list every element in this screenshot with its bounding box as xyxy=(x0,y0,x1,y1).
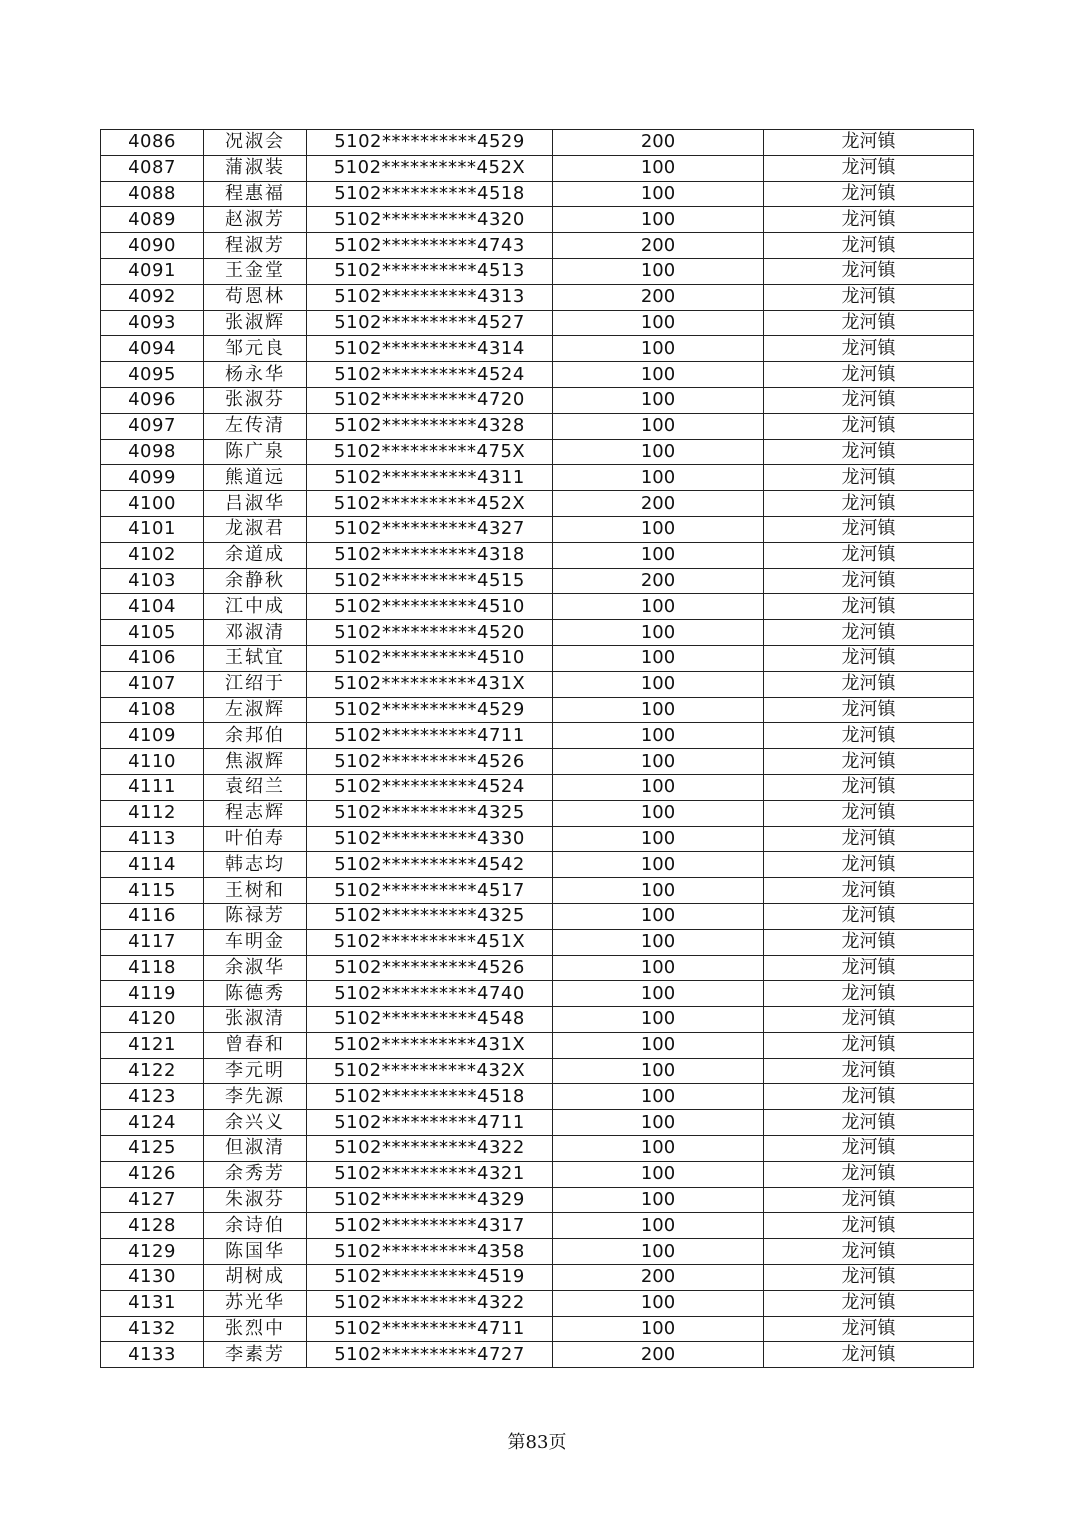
row-number-cell: 4129 xyxy=(101,1239,204,1265)
table-row xyxy=(101,1084,974,1110)
row-number-cell: 4128 xyxy=(101,1213,204,1239)
name-cell: 程淑芳 xyxy=(204,233,307,259)
town-cell: 龙河镇 xyxy=(764,1213,974,1239)
table-row xyxy=(101,439,974,465)
table-row xyxy=(101,1110,974,1136)
table-row xyxy=(101,207,974,233)
id-number-cell: 5102**********4325 xyxy=(307,903,553,929)
town-cell: 龙河镇 xyxy=(764,852,974,878)
id-number-cell: 5102**********431X xyxy=(307,671,553,697)
amount-cell: 100 xyxy=(553,1239,764,1265)
table-row xyxy=(101,336,974,362)
id-number-cell: 5102**********4526 xyxy=(307,749,553,775)
amount-cell: 100 xyxy=(553,826,764,852)
table-row xyxy=(101,233,974,259)
amount-cell: 100 xyxy=(553,1110,764,1136)
name-cell: 胡树成 xyxy=(204,1265,307,1291)
row-number-cell: 4089 xyxy=(101,207,204,233)
town-cell: 龙河镇 xyxy=(764,465,974,491)
amount-cell: 100 xyxy=(553,1161,764,1187)
town-cell: 龙河镇 xyxy=(764,1110,974,1136)
amount-cell: 200 xyxy=(553,1342,764,1368)
town-cell: 龙河镇 xyxy=(764,1316,974,1342)
id-number-cell: 5102**********4318 xyxy=(307,542,553,568)
id-number-cell: 5102**********4314 xyxy=(307,336,553,362)
id-number-cell: 5102**********4330 xyxy=(307,826,553,852)
id-number-cell: 5102**********4515 xyxy=(307,568,553,594)
table-row xyxy=(101,903,974,929)
amount-cell: 100 xyxy=(553,981,764,1007)
town-cell: 龙河镇 xyxy=(764,1058,974,1084)
row-number-cell: 4099 xyxy=(101,465,204,491)
row-number-cell: 4093 xyxy=(101,310,204,336)
row-number-cell: 4121 xyxy=(101,1032,204,1058)
amount-cell: 100 xyxy=(553,852,764,878)
town-cell: 龙河镇 xyxy=(764,955,974,981)
row-number-cell: 4086 xyxy=(101,130,204,156)
name-cell: 陈广泉 xyxy=(204,439,307,465)
amount-cell: 100 xyxy=(553,903,764,929)
amount-cell: 100 xyxy=(553,207,764,233)
name-cell: 余邦伯 xyxy=(204,723,307,749)
name-cell: 张淑辉 xyxy=(204,310,307,336)
row-number-cell: 4112 xyxy=(101,800,204,826)
table-row xyxy=(101,826,974,852)
name-cell: 况淑会 xyxy=(204,130,307,156)
amount-cell: 100 xyxy=(553,258,764,284)
id-number-cell: 5102**********4322 xyxy=(307,1290,553,1316)
name-cell: 余秀芳 xyxy=(204,1161,307,1187)
id-number-cell: 5102**********4527 xyxy=(307,310,553,336)
town-cell: 龙河镇 xyxy=(764,671,974,697)
name-cell: 程志辉 xyxy=(204,800,307,826)
id-number-cell: 5102**********4727 xyxy=(307,1342,553,1368)
town-cell: 龙河镇 xyxy=(764,1265,974,1291)
name-cell: 袁绍兰 xyxy=(204,774,307,800)
id-number-cell: 5102**********4520 xyxy=(307,620,553,646)
row-number-cell: 4090 xyxy=(101,233,204,259)
id-number-cell: 5102**********451X xyxy=(307,929,553,955)
amount-cell: 100 xyxy=(553,697,764,723)
table-row xyxy=(101,1032,974,1058)
table-row xyxy=(101,1342,974,1368)
table-row xyxy=(101,878,974,904)
name-cell: 朱淑芬 xyxy=(204,1187,307,1213)
row-number-cell: 4123 xyxy=(101,1084,204,1110)
table-row xyxy=(101,362,974,388)
amount-cell: 100 xyxy=(553,336,764,362)
name-cell: 王树和 xyxy=(204,878,307,904)
table-row xyxy=(101,852,974,878)
town-cell: 龙河镇 xyxy=(764,284,974,310)
town-cell: 龙河镇 xyxy=(764,207,974,233)
table-row xyxy=(101,620,974,646)
row-number-cell: 4087 xyxy=(101,155,204,181)
id-number-cell: 5102**********4743 xyxy=(307,233,553,259)
name-cell: 江中成 xyxy=(204,594,307,620)
amount-cell: 100 xyxy=(553,155,764,181)
row-number-cell: 4115 xyxy=(101,878,204,904)
name-cell: 王轼宜 xyxy=(204,645,307,671)
row-number-cell: 4126 xyxy=(101,1161,204,1187)
amount-cell: 200 xyxy=(553,233,764,259)
table-row xyxy=(101,955,974,981)
table-row xyxy=(101,568,974,594)
town-cell: 龙河镇 xyxy=(764,723,974,749)
id-number-cell: 5102**********4519 xyxy=(307,1265,553,1291)
name-cell: 程惠福 xyxy=(204,181,307,207)
amount-cell: 100 xyxy=(553,413,764,439)
id-number-cell: 5102**********4311 xyxy=(307,465,553,491)
town-cell: 龙河镇 xyxy=(764,1007,974,1033)
table-row xyxy=(101,1136,974,1162)
row-number-cell: 4098 xyxy=(101,439,204,465)
town-cell: 龙河镇 xyxy=(764,258,974,284)
row-number-cell: 4127 xyxy=(101,1187,204,1213)
row-number-cell: 4120 xyxy=(101,1007,204,1033)
town-cell: 龙河镇 xyxy=(764,130,974,156)
amount-cell: 100 xyxy=(553,1316,764,1342)
row-number-cell: 4107 xyxy=(101,671,204,697)
row-number-cell: 4131 xyxy=(101,1290,204,1316)
row-number-cell: 4101 xyxy=(101,516,204,542)
table-row xyxy=(101,697,974,723)
name-cell: 邓淑清 xyxy=(204,620,307,646)
town-cell: 龙河镇 xyxy=(764,878,974,904)
name-cell: 李先源 xyxy=(204,1084,307,1110)
row-number-cell: 4132 xyxy=(101,1316,204,1342)
roster-table xyxy=(100,129,974,1368)
amount-cell: 100 xyxy=(553,1290,764,1316)
amount-cell: 100 xyxy=(553,1032,764,1058)
table-row xyxy=(101,749,974,775)
amount-cell: 100 xyxy=(553,181,764,207)
id-number-cell: 5102**********4740 xyxy=(307,981,553,1007)
name-cell: 蒲淑装 xyxy=(204,155,307,181)
row-number-cell: 4114 xyxy=(101,852,204,878)
amount-cell: 100 xyxy=(553,594,764,620)
table-row xyxy=(101,258,974,284)
table-row xyxy=(101,465,974,491)
row-number-cell: 4109 xyxy=(101,723,204,749)
table-row xyxy=(101,1316,974,1342)
row-number-cell: 4118 xyxy=(101,955,204,981)
row-number-cell: 4097 xyxy=(101,413,204,439)
row-number-cell: 4094 xyxy=(101,336,204,362)
name-cell: 赵淑芳 xyxy=(204,207,307,233)
id-number-cell: 5102**********432X xyxy=(307,1058,553,1084)
table-row xyxy=(101,645,974,671)
town-cell: 龙河镇 xyxy=(764,1161,974,1187)
town-cell: 龙河镇 xyxy=(764,903,974,929)
id-number-cell: 5102**********452X xyxy=(307,155,553,181)
town-cell: 龙河镇 xyxy=(764,1239,974,1265)
name-cell: 余静秋 xyxy=(204,568,307,594)
id-number-cell: 5102**********4529 xyxy=(307,130,553,156)
amount-cell: 100 xyxy=(553,439,764,465)
name-cell: 韩志均 xyxy=(204,852,307,878)
name-cell: 余淑华 xyxy=(204,955,307,981)
row-number-cell: 4125 xyxy=(101,1136,204,1162)
row-number-cell: 4104 xyxy=(101,594,204,620)
table-row xyxy=(101,1213,974,1239)
name-cell: 杨永华 xyxy=(204,362,307,388)
row-number-cell: 4110 xyxy=(101,749,204,775)
name-cell: 苏光华 xyxy=(204,1290,307,1316)
town-cell: 龙河镇 xyxy=(764,774,974,800)
town-cell: 龙河镇 xyxy=(764,1136,974,1162)
town-cell: 龙河镇 xyxy=(764,1032,974,1058)
row-number-cell: 4119 xyxy=(101,981,204,1007)
name-cell: 余兴义 xyxy=(204,1110,307,1136)
table-row xyxy=(101,1187,974,1213)
name-cell: 邹元良 xyxy=(204,336,307,362)
town-cell: 龙河镇 xyxy=(764,542,974,568)
id-number-cell: 5102**********4325 xyxy=(307,800,553,826)
id-number-cell: 5102**********4517 xyxy=(307,878,553,904)
id-number-cell: 5102**********4510 xyxy=(307,645,553,671)
table-row xyxy=(101,1058,974,1084)
name-cell: 王金堂 xyxy=(204,258,307,284)
table-row xyxy=(101,130,974,156)
town-cell: 龙河镇 xyxy=(764,413,974,439)
name-cell: 车明金 xyxy=(204,929,307,955)
table-row xyxy=(101,929,974,955)
amount-cell: 200 xyxy=(553,568,764,594)
town-cell: 龙河镇 xyxy=(764,594,974,620)
amount-cell: 200 xyxy=(553,491,764,517)
row-number-cell: 4092 xyxy=(101,284,204,310)
amount-cell: 100 xyxy=(553,723,764,749)
row-number-cell: 4088 xyxy=(101,181,204,207)
row-number-cell: 4116 xyxy=(101,903,204,929)
row-number-cell: 4113 xyxy=(101,826,204,852)
town-cell: 龙河镇 xyxy=(764,1342,974,1368)
amount-cell: 100 xyxy=(553,1058,764,1084)
id-number-cell: 5102**********4524 xyxy=(307,362,553,388)
name-cell: 熊道远 xyxy=(204,465,307,491)
amount-cell: 100 xyxy=(553,310,764,336)
town-cell: 龙河镇 xyxy=(764,620,974,646)
table-row xyxy=(101,181,974,207)
amount-cell: 100 xyxy=(553,800,764,826)
row-number-cell: 4105 xyxy=(101,620,204,646)
town-cell: 龙河镇 xyxy=(764,645,974,671)
amount-cell: 100 xyxy=(553,645,764,671)
name-cell: 龙淑君 xyxy=(204,516,307,542)
id-number-cell: 5102**********4313 xyxy=(307,284,553,310)
table-row xyxy=(101,542,974,568)
name-cell: 叶伯寿 xyxy=(204,826,307,852)
town-cell: 龙河镇 xyxy=(764,981,974,1007)
name-cell: 陈国华 xyxy=(204,1239,307,1265)
page-number-footer: 第83页 xyxy=(507,1432,567,1453)
town-cell: 龙河镇 xyxy=(764,181,974,207)
table-row xyxy=(101,981,974,1007)
amount-cell: 100 xyxy=(553,542,764,568)
id-number-cell: 5102**********4548 xyxy=(307,1007,553,1033)
row-number-cell: 4106 xyxy=(101,645,204,671)
id-number-cell: 5102**********475X xyxy=(307,439,553,465)
amount-cell: 100 xyxy=(553,749,764,775)
amount-cell: 100 xyxy=(553,516,764,542)
id-number-cell: 5102**********4518 xyxy=(307,181,553,207)
amount-cell: 100 xyxy=(553,1007,764,1033)
name-cell: 苟恩林 xyxy=(204,284,307,310)
amount-cell: 100 xyxy=(553,465,764,491)
town-cell: 龙河镇 xyxy=(764,800,974,826)
amount-cell: 200 xyxy=(553,130,764,156)
table-row xyxy=(101,723,974,749)
table-row xyxy=(101,1007,974,1033)
name-cell: 李素芳 xyxy=(204,1342,307,1368)
town-cell: 龙河镇 xyxy=(764,387,974,413)
id-number-cell: 5102**********4720 xyxy=(307,387,553,413)
table-row xyxy=(101,1239,974,1265)
id-number-cell: 5102**********4711 xyxy=(307,723,553,749)
town-cell: 龙河镇 xyxy=(764,697,974,723)
name-cell: 左传清 xyxy=(204,413,307,439)
town-cell: 龙河镇 xyxy=(764,1290,974,1316)
amount-cell: 100 xyxy=(553,774,764,800)
name-cell: 李元明 xyxy=(204,1058,307,1084)
name-cell: 张淑芬 xyxy=(204,387,307,413)
town-cell: 龙河镇 xyxy=(764,1187,974,1213)
amount-cell: 200 xyxy=(553,1265,764,1291)
name-cell: 陈禄芳 xyxy=(204,903,307,929)
amount-cell: 100 xyxy=(553,620,764,646)
table-row xyxy=(101,387,974,413)
row-number-cell: 4111 xyxy=(101,774,204,800)
town-cell: 龙河镇 xyxy=(764,155,974,181)
town-cell: 龙河镇 xyxy=(764,826,974,852)
name-cell: 但淑清 xyxy=(204,1136,307,1162)
id-number-cell: 5102**********4322 xyxy=(307,1136,553,1162)
name-cell: 吕淑华 xyxy=(204,491,307,517)
town-cell: 龙河镇 xyxy=(764,362,974,388)
id-number-cell: 5102**********4328 xyxy=(307,413,553,439)
name-cell: 余道成 xyxy=(204,542,307,568)
table-row xyxy=(101,800,974,826)
roster-table-body xyxy=(101,130,974,1368)
table-row xyxy=(101,491,974,517)
id-number-cell: 5102**********4524 xyxy=(307,774,553,800)
amount-cell: 100 xyxy=(553,362,764,388)
id-number-cell: 5102**********4529 xyxy=(307,697,553,723)
id-number-cell: 5102**********4513 xyxy=(307,258,553,284)
table-row xyxy=(101,671,974,697)
id-number-cell: 5102**********4526 xyxy=(307,955,553,981)
id-number-cell: 5102**********4542 xyxy=(307,852,553,878)
row-number-cell: 4096 xyxy=(101,387,204,413)
id-number-cell: 5102**********4711 xyxy=(307,1316,553,1342)
amount-cell: 200 xyxy=(553,284,764,310)
id-number-cell: 5102**********4320 xyxy=(307,207,553,233)
name-cell: 余诗伯 xyxy=(204,1213,307,1239)
town-cell: 龙河镇 xyxy=(764,929,974,955)
name-cell: 张烈中 xyxy=(204,1316,307,1342)
town-cell: 龙河镇 xyxy=(764,439,974,465)
row-number-cell: 4091 xyxy=(101,258,204,284)
amount-cell: 100 xyxy=(553,1213,764,1239)
town-cell: 龙河镇 xyxy=(764,1084,974,1110)
town-cell: 龙河镇 xyxy=(764,491,974,517)
id-number-cell: 5102**********452X xyxy=(307,491,553,517)
id-number-cell: 5102**********4329 xyxy=(307,1187,553,1213)
amount-cell: 100 xyxy=(553,929,764,955)
row-number-cell: 4100 xyxy=(101,491,204,517)
table-row xyxy=(101,516,974,542)
id-number-cell: 5102**********4358 xyxy=(307,1239,553,1265)
table-row xyxy=(101,1290,974,1316)
amount-cell: 100 xyxy=(553,671,764,697)
name-cell: 陈德秀 xyxy=(204,981,307,1007)
name-cell: 曾春和 xyxy=(204,1032,307,1058)
name-cell: 张淑清 xyxy=(204,1007,307,1033)
id-number-cell: 5102**********431X xyxy=(307,1032,553,1058)
amount-cell: 100 xyxy=(553,878,764,904)
name-cell: 左淑辉 xyxy=(204,697,307,723)
row-number-cell: 4124 xyxy=(101,1110,204,1136)
amount-cell: 100 xyxy=(553,387,764,413)
table-row xyxy=(101,413,974,439)
id-number-cell: 5102**********4510 xyxy=(307,594,553,620)
row-number-cell: 4130 xyxy=(101,1265,204,1291)
row-number-cell: 4108 xyxy=(101,697,204,723)
table-row xyxy=(101,155,974,181)
name-cell: 焦淑辉 xyxy=(204,749,307,775)
town-cell: 龙河镇 xyxy=(764,516,974,542)
amount-cell: 100 xyxy=(553,1187,764,1213)
id-number-cell: 5102**********4518 xyxy=(307,1084,553,1110)
town-cell: 龙河镇 xyxy=(764,310,974,336)
table-row xyxy=(101,310,974,336)
table-row xyxy=(101,284,974,310)
id-number-cell: 5102**********4711 xyxy=(307,1110,553,1136)
amount-cell: 100 xyxy=(553,1084,764,1110)
row-number-cell: 4122 xyxy=(101,1058,204,1084)
id-number-cell: 5102**********4317 xyxy=(307,1213,553,1239)
town-cell: 龙河镇 xyxy=(764,749,974,775)
row-number-cell: 4095 xyxy=(101,362,204,388)
row-number-cell: 4133 xyxy=(101,1342,204,1368)
id-number-cell: 5102**********4327 xyxy=(307,516,553,542)
amount-cell: 100 xyxy=(553,955,764,981)
town-cell: 龙河镇 xyxy=(764,336,974,362)
table-row xyxy=(101,774,974,800)
table-row xyxy=(101,1265,974,1291)
table-row xyxy=(101,594,974,620)
table-row xyxy=(101,1161,974,1187)
town-cell: 龙河镇 xyxy=(764,568,974,594)
town-cell: 龙河镇 xyxy=(764,233,974,259)
id-number-cell: 5102**********4321 xyxy=(307,1161,553,1187)
row-number-cell: 4102 xyxy=(101,542,204,568)
row-number-cell: 4117 xyxy=(101,929,204,955)
amount-cell: 100 xyxy=(553,1136,764,1162)
row-number-cell: 4103 xyxy=(101,568,204,594)
name-cell: 江绍于 xyxy=(204,671,307,697)
